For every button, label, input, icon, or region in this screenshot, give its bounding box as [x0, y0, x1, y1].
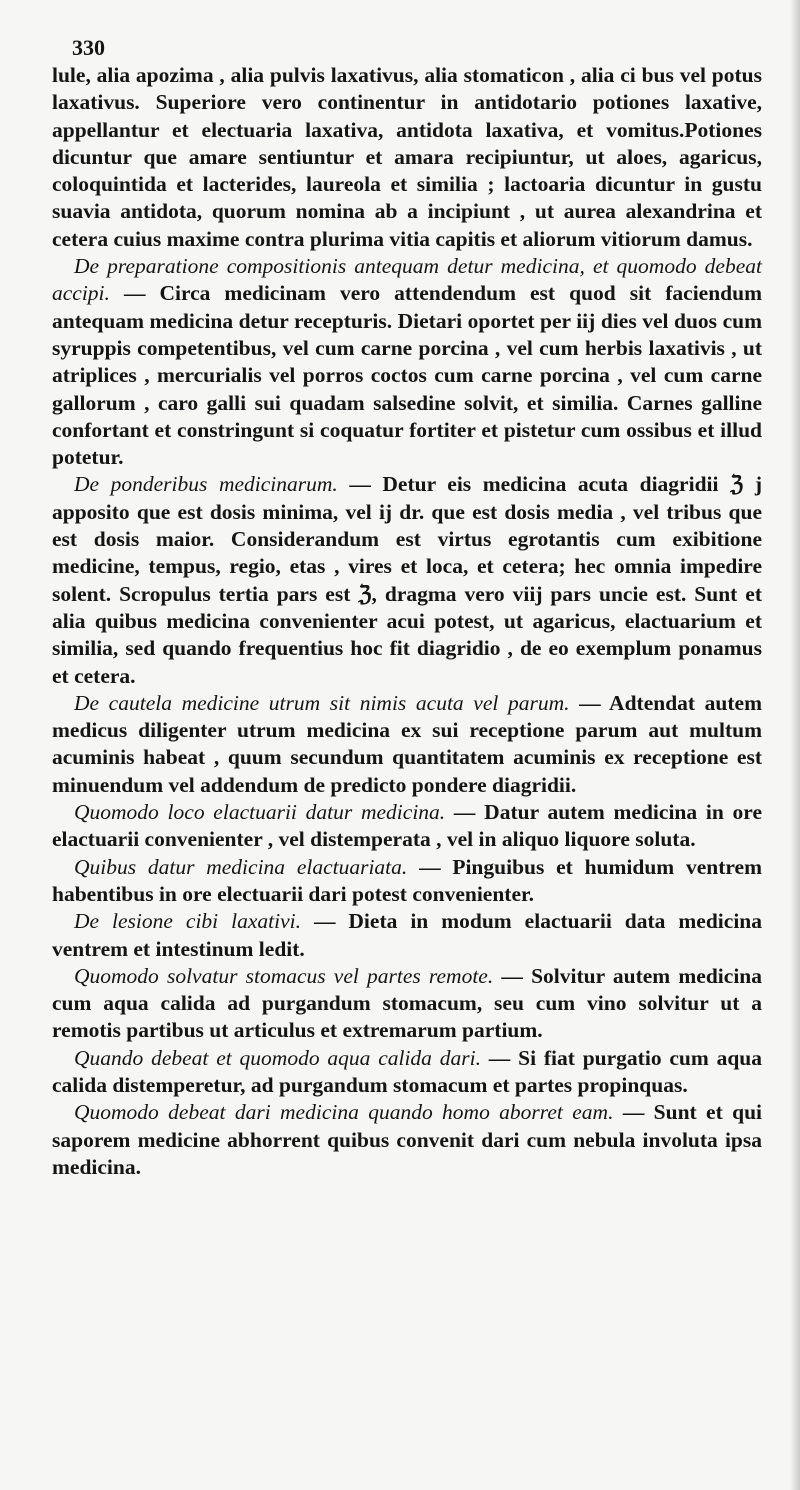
- paragraph-text: Si fiat purgatio cum aqua calida distemperetur, ad purgandum stomacum et partes propinquas.: [52, 1045, 763, 1097]
- em-dash-separator: —: [488, 1045, 519, 1070]
- section-title: De ponderibus medicinarum.: [74, 472, 338, 497]
- paragraph-text: Datur autem medicina in ore elactuarii convenienter , vel distemperata , vel in aliquo liquore soluta.: [52, 800, 762, 852]
- em-dash-separator: —: [453, 800, 485, 825]
- section-title: Quando debeat et quomodo aqua calida dari.: [74, 1045, 481, 1070]
- em-dash-separator: —: [622, 1100, 645, 1125]
- paragraph-ponderibus: [52, 471, 762, 689]
- paragraph-aqua-calida: [52, 1045, 762, 1100]
- em-dash-separator: —: [579, 690, 610, 715]
- paragraph-text: Dieta in modum elactuarii data medicina ventrem et intestinum ledit.: [52, 909, 762, 961]
- page-number: 330: [72, 35, 105, 60]
- section-title: Quibus datur medicina elactuariata.: [74, 854, 408, 879]
- paragraph-preparatione: [52, 253, 762, 471]
- section-title: Quomodo loco elactuarii datur medicina.: [74, 800, 446, 825]
- paragraph-text: lule, alia apozima , alia pulvis laxativus, alia stomaticon , alia ci bus vel potus laxativus. Superiore vero continentur in antidotario potiones laxative, appellantur et electuaria laxativa, antidota laxativa, et vomitus.Potiones dicuntur que amare sentiuntur et amara recipiuntur, ut aloes, agaricus, coloquintida et lacterides, laureola et similia ; lactoaria dicuntur in gustu suavia antidota, quorum nomina ab a incipiunt , ut aurea alexandrina et cetera cuius maxime contra plurima vitia capitis et aliorum vitiorum damus.: [52, 63, 762, 251]
- section-title: Quomodo solvatur stomacus vel partes remote.: [74, 963, 494, 988]
- em-dash-separator: —: [501, 963, 532, 988]
- paragraph-lesione: [52, 908, 762, 963]
- paragraph-elactuariata: [52, 854, 762, 909]
- em-dash-separator: —: [419, 854, 453, 879]
- section-title: De cautela medicine utrum sit nimis acuta vel parum.: [74, 690, 570, 715]
- em-dash-separator: —: [123, 281, 160, 306]
- paragraph-aborret: [52, 1099, 762, 1181]
- paragraph-text: Detur eis medicina acuta diagridii ℨ j apposito que est dosis minima, vel ij dr. que est dosis media , vel tribus que est dosis maior. Considerandum est virtus egrotantis cum exibitione medicine, tempus, regio, etas , vires et loca, et cetera; hec omnia impedire solent. Scropulus tertia pars est ℨ, dragma vero viij pars uncie est. Sunt et alia quibus medicina convenienter acui potest, ut agaricus, elactuarium et similia, sed quando frequentius hoc fit diagridio , de eo exemplum ponamus et cetera.: [52, 472, 762, 688]
- paragraph-text: Sunt et qui saporem medicine abhorrent quibus convenit dari cum nebula involuta ipsa medicina.: [52, 1100, 763, 1179]
- paragraph-text: Adtendat autem medicus diligenter utrum medicina ex sui receptione parum aut multum acuminis habeat , quum secundum quantitatem acuminis ex receptione est minuendum vel addendum de predicto pondere diagridii.: [52, 690, 762, 797]
- paragraph-text: Pinguibus et humidum ventrem habentibus in ore electuarii dari potest convenienter.: [52, 854, 762, 906]
- section-title: De lesione cibi laxativi.: [74, 909, 301, 934]
- paragraph-loco-elactuarii: [52, 799, 762, 854]
- em-dash-separator: —: [349, 472, 383, 497]
- paragraph-text: Circa medicinam vero attendendum est quod sit faciendum antequam medicina detur recepturis. Dietari oportet per iij dies vel duos cum syruppis competentibus, vel cum carne porcina , vel cum herbis laxativis , ut atriplices , mercurialis vel porros coctos cum carne porcina , vel cum carne gallorum , caro galli sui quadam salsedine solvit, et similia. Carnes galline confortant et constringunt si coquatur fortiter et pistetur cum ossibus et illud potetur.: [52, 281, 763, 470]
- paragraph-intro: [52, 62, 762, 253]
- paragraph-text: Solvitur autem medicina cum aqua calida ad purgandum stomacum, seu cum vino solvitur ut a remotis partibus ut articulus et extremarum partium.: [52, 963, 762, 1043]
- paragraph-solvatur: [52, 963, 762, 1045]
- section-title: Quomodo debeat dari medicina quando homo aborret eam.: [74, 1100, 614, 1125]
- paragraph-cautela: [52, 690, 762, 799]
- body-text: [52, 62, 762, 1181]
- em-dash-separator: —: [313, 909, 349, 934]
- section-title: De preparatione compositionis antequam detur medicina, et quomodo debeat accipi.: [52, 254, 762, 306]
